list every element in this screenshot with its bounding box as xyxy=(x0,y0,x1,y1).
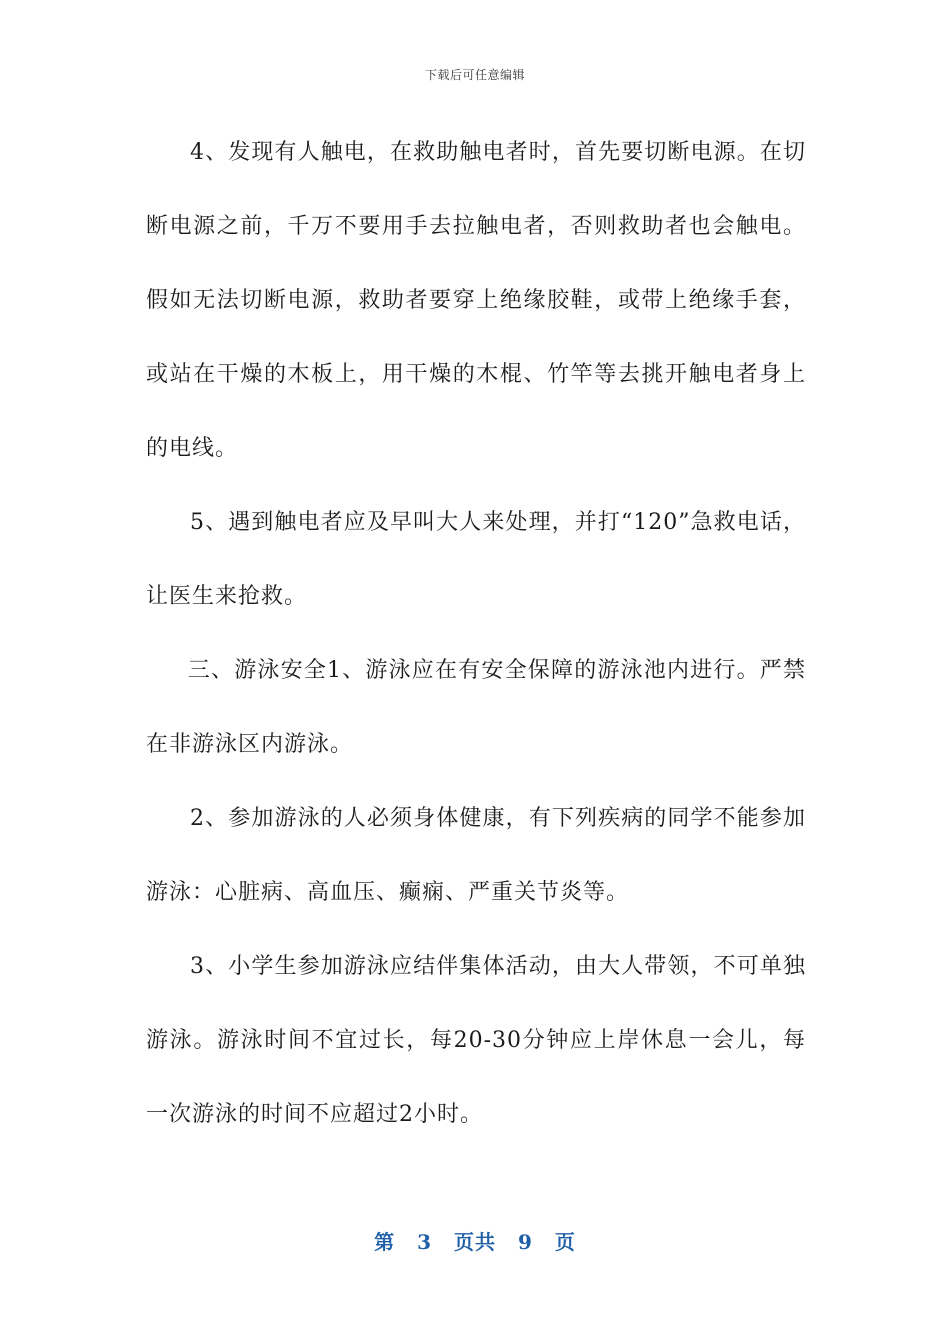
footer-middle: 页共 xyxy=(454,1230,496,1254)
paragraph-call-emergency: 5、遇到触电者应及早叫大人来处理，并打“120”急救电话，让医生来抢救。 xyxy=(146,510,806,609)
document-body xyxy=(146,116,806,1152)
paragraph-swimming-group: 3、小学生参加游泳应结伴集体活动，由大人带领，不可单独游泳。游泳时间不宜过长，每20-30分钟应上岸休息一会儿，每一次游泳的时间不应超过2小时。 xyxy=(146,954,806,1127)
paragraph-swimming-health: 2、参加游泳的人必须身体健康，有下列疾病的同学不能参加游泳：心脏病、高血压、癫痫、严重关节炎等。 xyxy=(146,806,806,905)
page-header: 下载后可任意编辑 xyxy=(424,68,525,82)
total-page-number: 9 xyxy=(518,1230,533,1254)
current-page-number: 3 xyxy=(417,1230,432,1254)
footer-prefix: 第 xyxy=(374,1230,396,1254)
paragraph-swimming-safety: 三、游泳安全1、游泳应在有安全保障的游泳池内进行。严禁在非游泳区内游泳。 xyxy=(146,658,806,757)
footer-suffix: 页 xyxy=(554,1230,576,1254)
page-footer xyxy=(0,1226,950,1255)
paragraph-electric-rescue: 4、发现有人触电，在救助触电者时，首先要切断电源。在切断电源之前，千万不要用手去拉触电者，否则救助者也会触电。假如无法切断电源，救助者要穿上绝缘胶鞋，或带上绝缘手套，或站在干燥的木板上，用干燥的木棍、竹竿等去挑开触电者身上的电线。 xyxy=(146,140,806,461)
